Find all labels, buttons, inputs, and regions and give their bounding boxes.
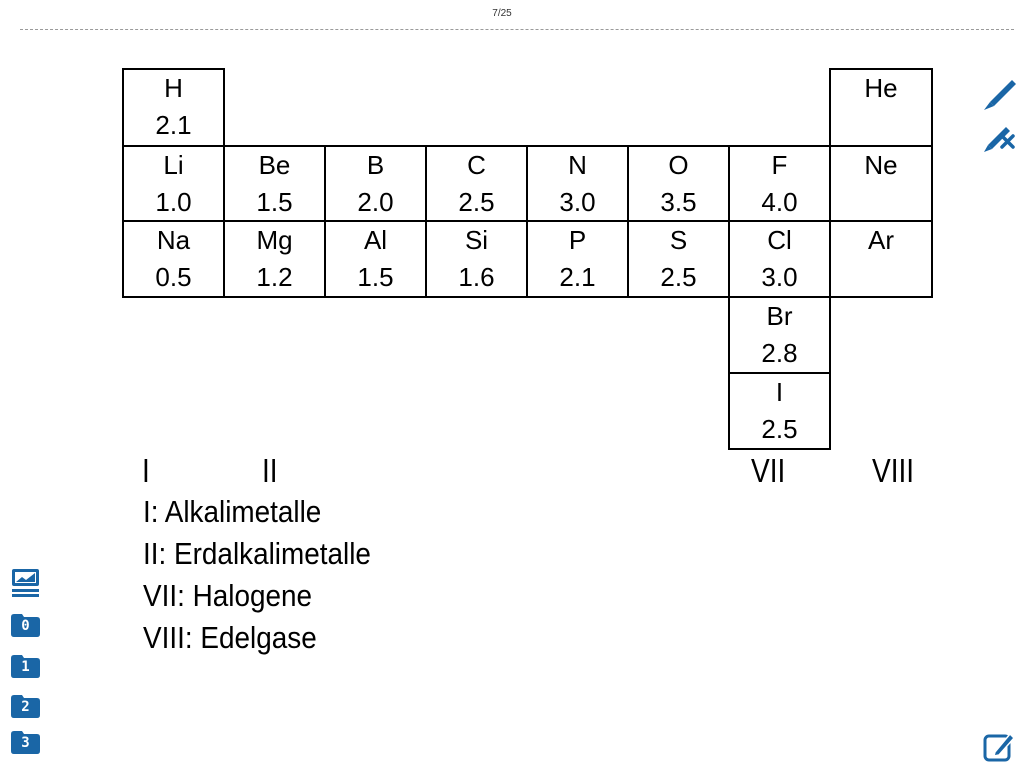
slides-overview-button[interactable] [11,568,40,597]
element-cell-n [526,145,629,222]
element-symbol: F [771,150,788,180]
element-cell-c [425,145,528,222]
element-cell-o [627,145,730,222]
group-label-ii: II [262,452,278,489]
edit-note-icon [982,730,1016,764]
folder-label: 3 [21,735,30,751]
element-symbol: H [164,73,183,103]
element-cell-p [526,220,629,298]
pen-tool-button[interactable] [982,78,1016,112]
element-value: 3.0 [761,262,798,292]
element-value: 1.0 [155,187,192,217]
folder-label: 1 [21,659,30,675]
element-symbol: Ar [868,225,894,255]
element-symbol: N [568,150,587,180]
element-symbol: P [568,225,587,255]
element-value: 0.5 [155,262,192,292]
folder-button-0[interactable] [11,614,40,637]
element-value: 2.1 [155,110,192,140]
legend-item: VIII: Edelgase [143,620,317,655]
element-value: 2.5 [761,414,798,444]
element-cell-cl [728,220,831,298]
element-cell-he [829,68,933,147]
element-symbol: I [775,377,784,407]
folder-button-1[interactable] [11,655,40,678]
folder-label: 0 [21,618,30,634]
element-cell-i [728,372,831,450]
element-value: 1.5 [256,187,293,217]
element-symbol: Li [163,150,184,180]
element-cell-be [223,145,326,222]
element-symbol: Cl [767,225,792,255]
element-value: 3.5 [660,187,697,217]
folder-button-3[interactable] [11,731,40,754]
element-cell-b [324,145,427,222]
element-cell-f [728,145,831,222]
element-cell-na [122,220,225,298]
edit-notes-button[interactable] [982,730,1016,764]
folder-button-2[interactable] [11,695,40,718]
element-value: 2.5 [660,262,697,292]
folder-label: 2 [21,699,30,715]
element-symbol: Be [258,150,291,180]
legend-item: II: Erdalkalimetalle [143,536,371,571]
element-cell-si [425,220,528,298]
element-value: 2.0 [357,187,394,217]
pen-clear-icon [982,124,1016,158]
group-legend [143,491,371,659]
element-value: 1.5 [357,262,394,292]
element-value: 1.6 [458,262,495,292]
element-symbol: Si [464,225,489,255]
element-symbol: Ne [864,150,898,180]
clear-drawing-button[interactable] [982,124,1016,158]
element-cell-h [122,68,225,147]
slides-overview-icon [11,568,40,597]
element-symbol: B [366,150,385,180]
element-symbol: S [669,225,688,255]
group-label-viii: VIII [872,452,915,489]
element-symbol: He [864,73,898,103]
element-symbol: Br [766,301,793,331]
element-symbol: C [467,150,486,180]
header-divider [20,29,1014,30]
element-value: 3.0 [559,187,596,217]
element-symbol: O [668,150,689,180]
legend-item: I: Alkalimetalle [143,494,322,529]
element-value: 4.0 [761,187,798,217]
group-label-i: I [142,452,150,489]
pen-icon [982,78,1016,112]
element-cell-li [122,145,225,222]
element-symbol: Na [156,225,191,255]
element-value: 1.2 [256,262,293,292]
element-cell-al [324,220,427,298]
element-symbol: Mg [256,225,293,255]
element-cell-ne [829,145,933,222]
element-cell-ar [829,220,933,298]
element-cell-br [728,296,831,374]
element-cell-s [627,220,730,298]
element-value: 2.5 [458,187,495,217]
page-counter: 7/25 [492,8,512,19]
element-symbol: Al [363,225,388,255]
element-value: 2.8 [761,338,798,368]
group-label-vii: VII [751,452,786,489]
legend-item: VII: Halogene [143,578,313,613]
element-cell-mg [223,220,326,298]
element-value: 2.1 [559,262,596,292]
